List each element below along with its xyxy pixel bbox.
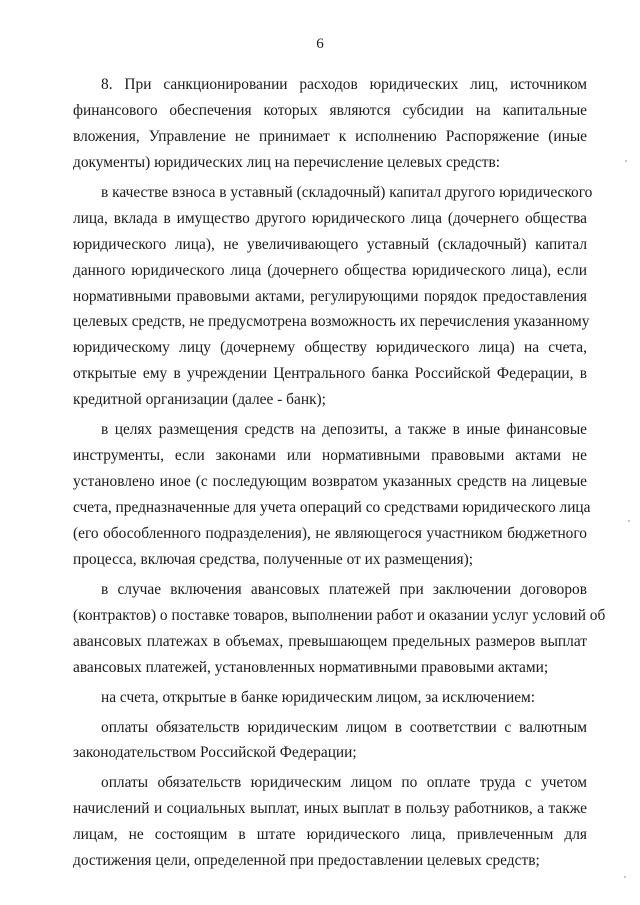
paragraph-advance-payments (73, 577, 606, 681)
text-line: процесса, включая средства, полученные от их размещения); (73, 550, 474, 568)
text-line: достижения цели, определенной при предоставлении целевых средств; (73, 852, 540, 870)
text-line: законодательством Российской Федерации; (73, 744, 357, 762)
document-body (73, 72, 606, 874)
text-line: (его обособленного подразделения), не являющегося участником бюджетного (73, 524, 587, 542)
paragraph-bank-accounts (73, 685, 587, 711)
text-line: кредитной организации (далее - банк); (73, 391, 326, 409)
text-line: финансового обеспечения которых являются субсидии на капитальные (73, 101, 587, 119)
text-line: на счета, открытые в банке юридическим лицом, за исключением: (101, 688, 536, 706)
text-line: в качестве взноса в уставный (складочный) капитал другого юридического (101, 183, 593, 201)
text-line: установлено иное (с последующим возвратом указанных средств на лицевые (73, 473, 587, 491)
text-line: лицам, не состоящим в штате юридического лица, привлеченным для (73, 826, 587, 844)
paragraph-currency-law (73, 715, 587, 767)
text-line: лица, вклада в имущество другого юридического лица (дочернего общества (73, 209, 587, 227)
text-line: авансовых платежей, установленных нормативными правовыми актами; (73, 658, 549, 676)
text-line: в случае включения авансовых платежей при заключении договоров (101, 580, 587, 598)
paragraph-deposits (73, 417, 591, 573)
text-line: открытые ему в учреждении Центрального банка Российской Федерации, в (73, 365, 587, 383)
text-line: счета, предназначенные для учета операций со средствами юридического лица (73, 499, 591, 516)
text-line: вложения, Управление не принимает к исполнению Распоряжение (иные (73, 127, 587, 145)
text-line: нормативными правовыми актами, регулирующими порядок предоставления (73, 287, 587, 305)
text-line: инструменты, если законами или нормативными правовыми актами не (73, 447, 587, 465)
text-line: (контрактов) о поставке товаров, выполнении работ и оказании услуг условий об (73, 606, 606, 624)
paragraph-payroll (73, 770, 587, 874)
text-line: в целях размещения средств на депозиты, а также в иные финансовые (101, 421, 587, 439)
text-line: юридического лица), не увеличивающего уставный (складочный) капитал (73, 235, 587, 253)
text-line: авансовых платежах в объемах, превышающем предельных размеров выплат (73, 632, 587, 650)
text-line: 8. При санкционировании расходов юридических лиц, источником (101, 76, 587, 93)
paragraph-charter-capital (73, 180, 593, 413)
text-line: оплаты обязательств юридическим лицом по оплате труда с учетом (101, 774, 587, 792)
text-line: юридическому лицу (дочернему обществу юридического лица) на счета, (73, 339, 587, 357)
page-number: 6 (316, 36, 324, 52)
scan-speck (624, 876, 626, 878)
text-line: целевых средств, не предусмотрена возможность их перечисления указанному (73, 313, 590, 331)
text-line: начислений и социальных выплат, иных выплат в пользу работников, а также (73, 800, 587, 818)
text-line: данного юридического лица (дочернего общества юридического лица), если (73, 261, 587, 279)
paragraph-item-8 (73, 72, 587, 176)
text-line: документы) юридических лиц на перечисление целевых средств: (73, 153, 501, 171)
scan-speck (625, 160, 627, 162)
text-line: оплаты обязательств юридическим лицом в соответствии с валютным (101, 718, 587, 736)
scan-speck (628, 520, 630, 522)
